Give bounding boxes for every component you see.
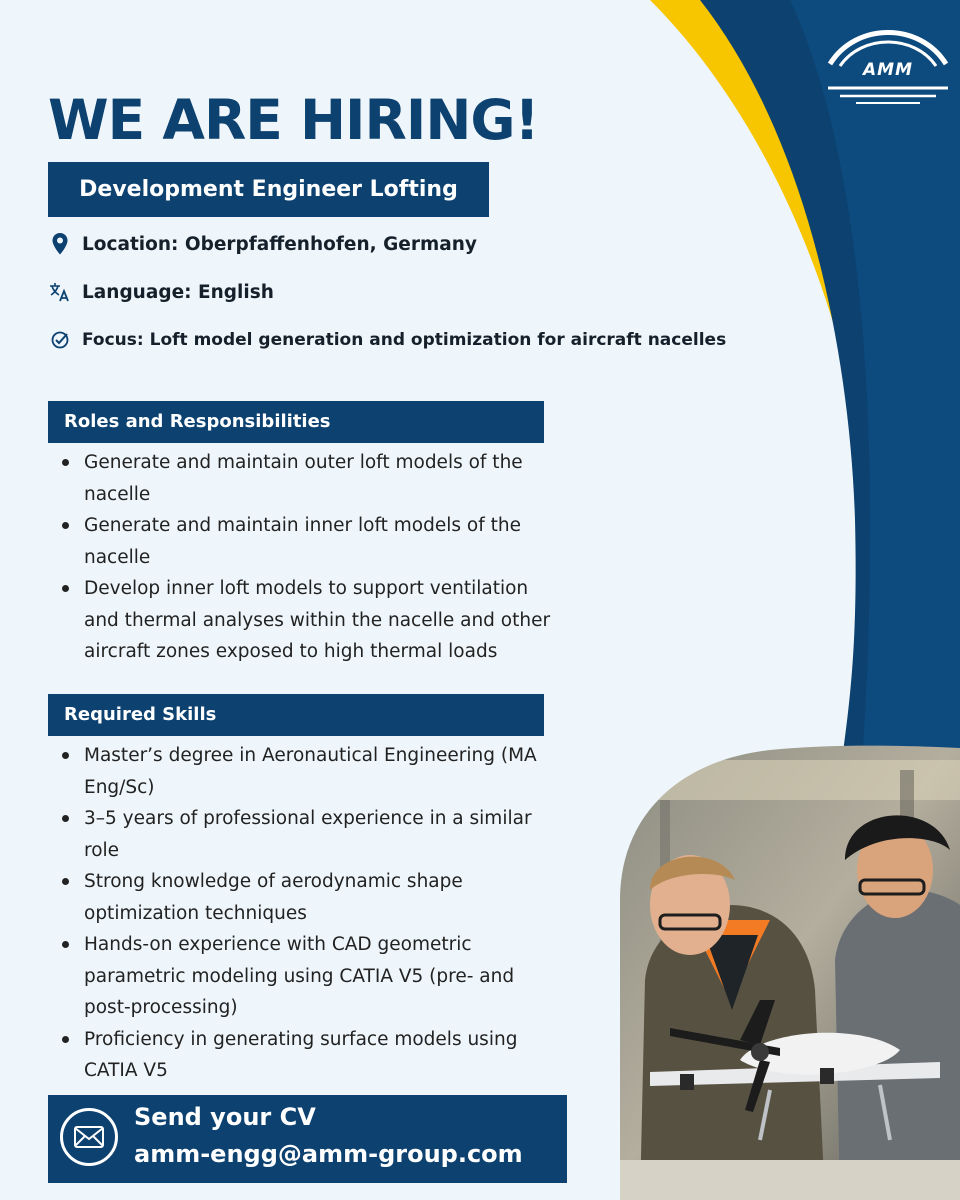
- location-text: Location: Oberpfaffenhofen, Germany: [82, 233, 477, 255]
- item-line: Generate and maintain inner loft models of the: [84, 515, 521, 536]
- send-cv-box: [48, 1095, 567, 1183]
- job-title: Development Engineer Lofting: [48, 162, 489, 217]
- item-line: Proficiency in generating surface models using: [84, 1028, 518, 1050]
- item-line: Strong knowledge of aerodynamic shape: [84, 871, 463, 892]
- focus-text: Focus: Loft model generation and optimization for aircraft nacelles: [82, 330, 727, 350]
- item-line: Master’s degree in Aeronautical Engineering (MA: [84, 745, 537, 766]
- item-line: nacelle: [84, 483, 151, 505]
- item-line: nacelle: [84, 546, 151, 568]
- item-line: and thermal analyses within the nacelle and other: [84, 609, 551, 631]
- item-line: Hands-on experience with CAD geometric: [84, 934, 472, 955]
- item-line: Eng/Sc): [84, 776, 155, 798]
- cv-email-link[interactable]: amm-engg@amm-group.com: [134, 1140, 523, 1168]
- item-line: CATIA V5: [84, 1060, 168, 1081]
- item-line: optimization techniques: [84, 902, 307, 924]
- mail-icon: [60, 1108, 118, 1166]
- item-line: 3–5 years of professional experience in a similar: [84, 808, 532, 829]
- roles-heading: Roles and Responsibilities: [48, 401, 544, 443]
- item-line: parametric modeling using CATIA V5 (pre- and: [84, 965, 515, 987]
- item-line: aircraft zones exposed to high thermal loads: [84, 641, 498, 662]
- item-line: Develop inner loft models to support ventilation: [84, 578, 529, 599]
- send-cv-label: Send your CV: [134, 1103, 316, 1131]
- headline: WE ARE HIRING!: [48, 88, 539, 152]
- skills-heading: Required Skills: [48, 694, 544, 736]
- logo-text: AMM: [863, 60, 913, 80]
- item-line: role: [84, 839, 120, 861]
- language-text: Language: English: [82, 281, 274, 303]
- item-line: Generate and maintain outer loft models of the: [84, 452, 523, 473]
- item-line: post-processing): [84, 997, 238, 1018]
